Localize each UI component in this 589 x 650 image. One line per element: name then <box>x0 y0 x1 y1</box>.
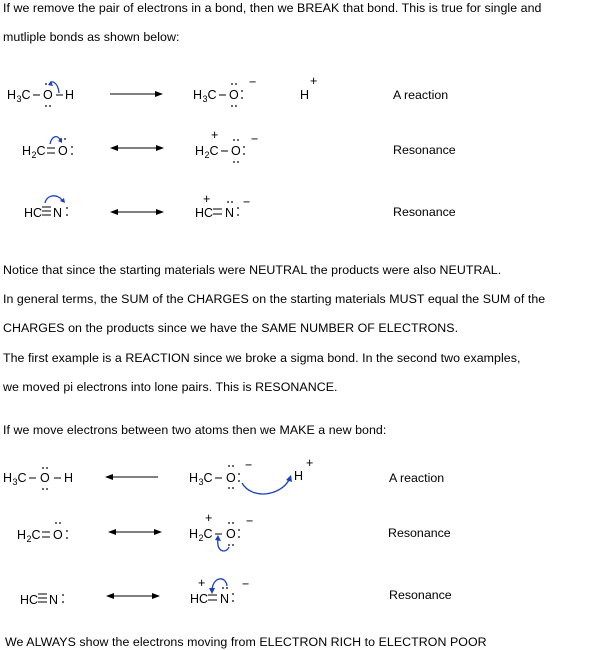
atom-n: N <box>225 206 235 220</box>
atom-o: O <box>40 471 50 485</box>
negative-charge: − <box>242 577 250 591</box>
curved-arrow <box>212 579 227 589</box>
positive-charge: + <box>203 192 211 206</box>
note-line-3: CHARGES on the products since we have the SAME NUMBER OF ELECTRONS. <box>3 321 459 335</box>
curved-arrow-head <box>215 535 221 541</box>
curved-arrow <box>45 196 62 203</box>
atom-h: H <box>3 471 13 485</box>
break-reaction-row <box>0 76 589 116</box>
break-resonance-cn-row <box>0 192 589 232</box>
negative-charge: − <box>249 75 257 89</box>
negative-charge: − <box>246 514 254 528</box>
atom-n: N <box>49 593 59 607</box>
atom-h: H <box>189 471 199 485</box>
note-line-1: Notice that since the starting materials were NEUTRAL the products were also NEUTRAL. <box>3 263 502 277</box>
atom-o: O <box>226 527 236 541</box>
atom-h: H <box>7 88 17 102</box>
curved-arrow-head <box>286 475 292 482</box>
atom-c: C <box>203 471 213 485</box>
resonance-label: Resonance <box>389 588 452 602</box>
intro-line-2: mutliple bonds as shown below: <box>3 30 180 44</box>
atom-h: H <box>193 88 203 102</box>
positive-charge: + <box>306 456 314 470</box>
make-resonance-cn-row <box>0 574 589 614</box>
make-resonance-cn-diagram <box>0 574 589 614</box>
atom-h: H <box>17 528 27 542</box>
note-line-5: we moved pi electrons into lone pairs. This is RESONANCE. <box>3 380 338 394</box>
subscript-3: 3 <box>198 477 204 487</box>
break-resonance-co-row <box>0 128 589 171</box>
atom-hc: HC <box>20 593 39 607</box>
atom-c: C <box>203 527 213 541</box>
reaction-label: A reaction <box>389 471 445 485</box>
positive-charge: + <box>211 128 219 142</box>
atom-hc: HC <box>195 206 214 220</box>
make-intro: If we move electrons between two atoms then we MAKE a new bond: <box>3 423 387 437</box>
atom-c: C <box>31 528 41 542</box>
subscript-3: 3 <box>202 94 208 104</box>
positive-charge: + <box>205 511 213 525</box>
make-resonance-co-row <box>0 512 589 552</box>
atom-c: C <box>209 144 219 158</box>
break-reaction-diagram <box>0 76 589 116</box>
atom-h: H <box>22 144 32 158</box>
negative-charge: − <box>243 195 251 209</box>
break-resonance-co-diagram <box>0 128 589 171</box>
curved-arrow <box>242 480 289 494</box>
atom-c: C <box>17 471 27 485</box>
subscript-3: 3 <box>16 94 22 104</box>
resonance-label: Resonance <box>388 526 451 540</box>
subscript-2: 2 <box>31 150 37 160</box>
subscript-2: 2 <box>26 534 32 544</box>
note-line-4: The first example is a REACTION since we broke a sigma bond. In the second two examples, <box>3 351 521 365</box>
atom-o: O <box>43 88 53 102</box>
atom-o: O <box>229 88 239 102</box>
note-line-2: In general terms, the SUM of the CHARGES on the starting materials MUST equal the SUM of the <box>3 292 546 306</box>
atom-h: H <box>189 527 199 541</box>
atom-h: H <box>195 144 205 158</box>
atom-hc: HC <box>190 592 209 606</box>
atom-c: C <box>36 144 46 158</box>
atom-c: C <box>207 88 217 102</box>
subscript-3: 3 <box>12 477 18 487</box>
atom-hc: HC <box>24 206 43 220</box>
subscript-2: 2 <box>204 150 210 160</box>
conclusion: We ALWAYS show the electrons moving from ELECTRON RICH to ELECTRON POOR <box>5 635 487 649</box>
atom-n: N <box>220 592 230 606</box>
atom-h: H <box>300 88 310 102</box>
atom-h: H <box>294 469 304 483</box>
atom-o: O <box>226 471 236 485</box>
atom-o: O <box>53 528 63 542</box>
curved-arrow-head <box>209 588 215 594</box>
make-reaction-diagram <box>0 458 589 498</box>
make-resonance-co-diagram <box>0 512 589 556</box>
atom-o: O <box>231 144 241 158</box>
make-reaction-row <box>0 458 589 498</box>
atom-o: O <box>58 144 68 158</box>
intro-line-1: If we remove the pair of electrons in a bond, then we BREAK that bond. This is true for single and <box>3 1 542 15</box>
reaction-label: A reaction <box>393 88 449 102</box>
negative-charge: − <box>245 458 253 472</box>
resonance-label: Resonance <box>393 205 456 219</box>
resonance-label: Resonance <box>393 143 456 157</box>
curved-arrow <box>50 137 60 144</box>
subscript-2: 2 <box>198 533 204 543</box>
atom-h: H <box>65 88 75 102</box>
positive-charge: + <box>310 74 318 88</box>
positive-charge: + <box>198 576 206 590</box>
break-resonance-cn-diagram <box>0 192 589 232</box>
atom-c: C <box>21 88 31 102</box>
atom-h: H <box>64 471 74 485</box>
atom-n: N <box>53 206 63 220</box>
negative-charge: − <box>251 132 259 146</box>
